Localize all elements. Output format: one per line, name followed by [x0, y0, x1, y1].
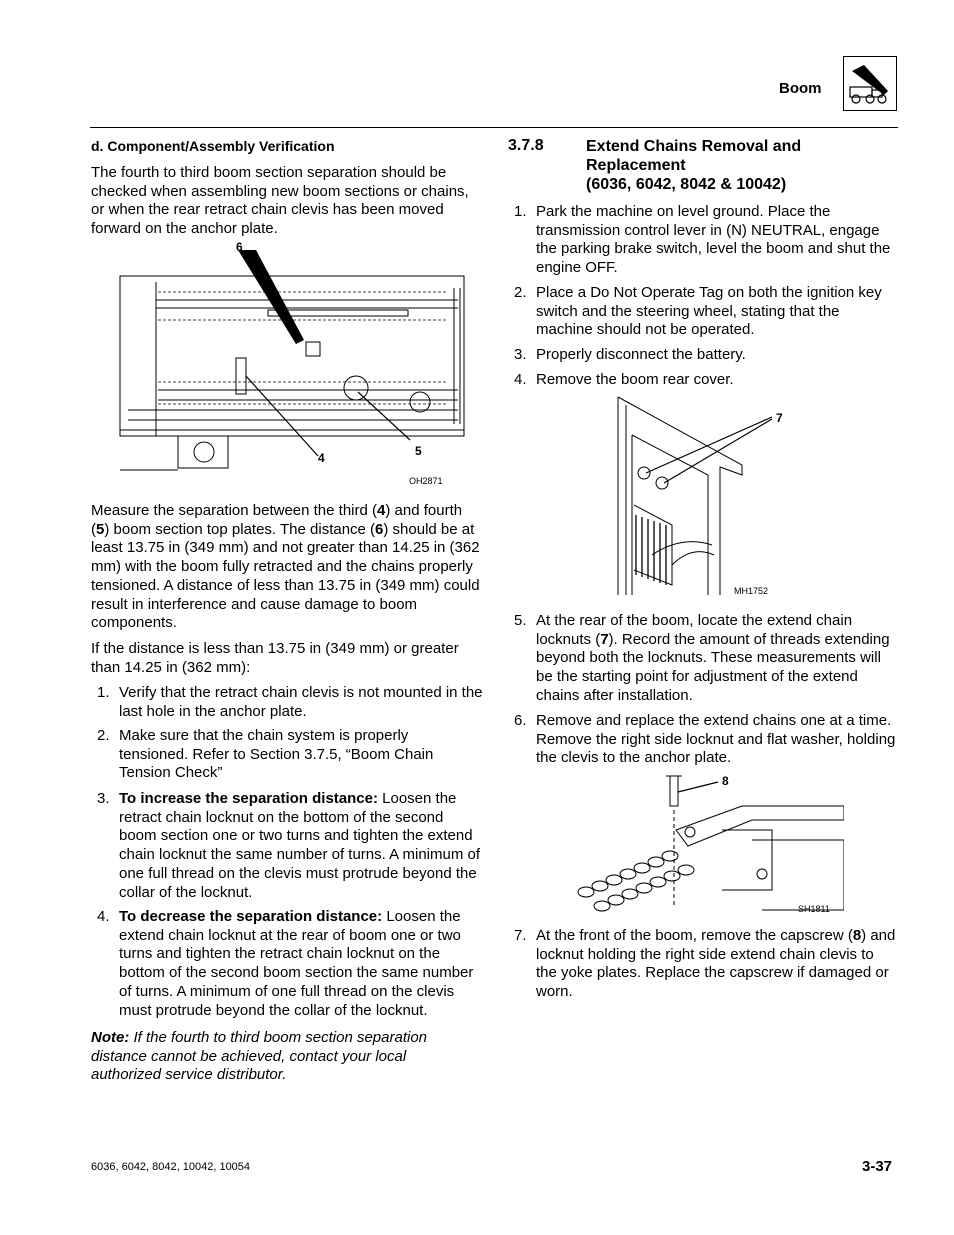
- list-item: 2. Place a Do Not Operate Tag on both the ignition key switch and the steering wheel, stating that the machine should not be operated.: [514, 284, 882, 339]
- list-item: 3. Properly disconnect the battery.: [514, 346, 746, 363]
- condition-paragraph: If the distance is less than 13.75 in (349 mm) or greater than 14.25 in (362 mm):: [91, 640, 459, 676]
- list-item: 4. Remove the boom rear cover.: [514, 371, 734, 388]
- callout-4: 4: [318, 451, 325, 465]
- callout-6: 6: [236, 240, 243, 254]
- header-rule: [90, 127, 898, 128]
- note: Note: If the fourth to third boom section separation distance cannot be achieved, contact your local authorized service distributor.: [91, 1029, 427, 1084]
- section-title: Extend Chains Removal and Replacement (6036, 6042, 8042 & 10042): [586, 138, 802, 193]
- figure-id: MH1752: [734, 586, 769, 596]
- list-item: 5. At the rear of the boom, locate the extend chain locknuts (7). Record the amount of threads extending beyond both the locknuts. These measurements will be the starting point for adjustment of the extend chains after installation.: [514, 612, 890, 704]
- measure-paragraph: Measure the separation between the third (4) and fourth (5) boom section top plates. The distance (6) should be at least 13.75 in (349 mm) and not greater than 14.25 in (362 mm) with the boom fully retracted and the chains properly tensioned. A distance of less than 13.75 in (349 mm) could result in interference and cause damage to boom components.: [91, 502, 480, 632]
- callout-7: 7: [776, 411, 783, 425]
- footer-models: 6036, 6042, 8042, 10042, 10054: [91, 1161, 251, 1173]
- telehandler-boom-icon: [843, 56, 897, 111]
- figure-boom-rear: [612, 395, 792, 600]
- callout-5: 5: [415, 444, 422, 458]
- section-number: 3.7.8: [508, 137, 544, 154]
- figure-id: SH1811: [798, 904, 830, 914]
- callout-8: 8: [722, 774, 729, 788]
- list-item: 1. Verify that the retract chain clevis is not mounted in the last hole in the anchor plate.: [97, 684, 483, 720]
- section-title: Boom: [779, 80, 822, 97]
- page-number: 3-37: [862, 1158, 893, 1175]
- figure-boom-separation: [118, 240, 468, 490]
- list-item: 2. Make sure that the chain system is properly tensioned. Refer to Section 3.7.5, “Boom Chain Tension Check”: [97, 727, 434, 782]
- list-item: 3. To increase the separation distance: Loosen the retract chain locknut on the bottom of the second boom section one or two turns and tighten the extend chain locknut the same number of turns. A minimum of one full thread on the clevis must protrude beyond the collar of the locknut.: [97, 790, 481, 901]
- list-item: 1. Park the machine on level ground. Place the transmission control lever in (N) NEUTRAL, engage the parking brake switch, level the boom and shut the engine OFF.: [514, 203, 891, 277]
- figure-id: OH2871: [409, 476, 443, 486]
- list-item: 6. Remove and replace the extend chains one at a time. Remove the right side locknut and flat washer, holding the clevis to the anchor plate.: [514, 712, 896, 767]
- figure-chain-clevis: [572, 770, 844, 920]
- list-item: 7. At the front of the boom, remove the capscrew (8) and locknut holding the right side extend chain clevis to the yoke plates. Replace the capscrew if damaged or worn.: [514, 927, 896, 1001]
- intro-paragraph: The fourth to third boom section separation should be checked when assembling new boom sections or chains, or when the rear retract chain clevis has been moved forward on the anchor plate.: [91, 164, 469, 238]
- subheading: d. Component/Assembly Verification: [91, 138, 335, 154]
- list-item: 4. To decrease the separation distance: Loosen the extend chain locknut at the rear of boom one or two turns and tighten the retract chain locknut on the bottom of the second boom section the same number of turns. A minimum of one full thread on the clevis must protrude beyond the collar of the locknut.: [97, 908, 474, 1019]
